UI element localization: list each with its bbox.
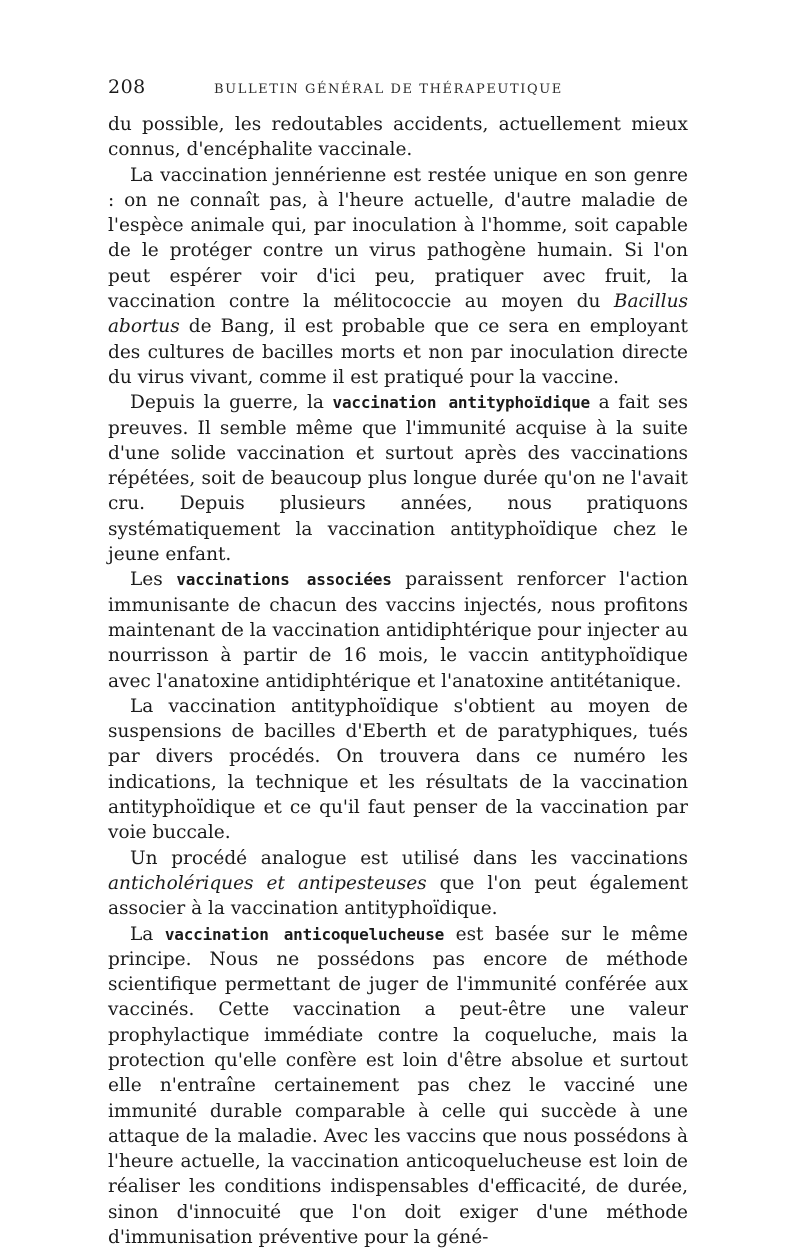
running-title: BULLETIN GÉNÉRAL DE THÉRAPEUTIQUE: [214, 82, 563, 97]
body-text: [108, 112, 688, 1250]
bold-term: vaccination antityphoïdique: [333, 393, 590, 412]
paragraph-text-after: paraissent renforcer l'action immunisante de chacun des vaccins injectés, nous profitons maintenant de la vaccination antidiphtérique pour injecter au nourrisson à partir de 16 mois, le vaccin antityphoïdique avec l'anatoxine antidiphtérique et l'anatoxine antitétanique.: [108, 569, 688, 691]
paragraph-2: [108, 163, 688, 391]
paragraph-text-before: Depuis la guerre, la: [130, 392, 333, 413]
paragraph-text-before: La vaccination jennérienne est restée unique en son genre : on ne connaît pas, à l'heure actuelle, d'autre maladie de l'espèce animale qui, par inoculation à l'homme, soit capable de le protéger contre un virus pathogène humain. Si l'on peut espérer voir d'ici peu, pratiquer avec fruit, la vaccination contre la mélitococcie au moyen du: [108, 165, 688, 312]
paragraph-5: [108, 694, 688, 846]
paragraph-text: La vaccination antityphoïdique s'obtient au moyen de suspensions de bacilles d'Eberth et de paratyphiques, tués par divers procédés. On trouvera dans ce numéro les indications, la technique et les résultats de la vaccination antityphoïdique et ce qu'il faut penser de la vaccination par voie buccale.: [108, 696, 688, 843]
paragraph-text-before: La: [130, 924, 165, 945]
paragraph-6: [108, 846, 688, 922]
paragraph-1: [108, 112, 688, 163]
italic-term: Bacillus abortus: [108, 291, 688, 337]
page-number: 208: [108, 76, 214, 98]
document-page: [108, 76, 688, 1250]
paragraph-text-after: a fait ses preuves. Il semble même que l'immunité acquise à la suite d'une solide vaccination et surtout après des vaccinations répétées, soit de beaucoup plus longue durée qu'on ne l'avait cru. Depuis plusieurs années, nous pratiquons systématiquement la vaccination antityphoïdique chez le jeune enfant.: [108, 392, 688, 565]
paragraph-7: [108, 922, 688, 1250]
paragraph-3: [108, 390, 688, 567]
bold-term: vaccination anticoquelucheuse: [165, 925, 444, 944]
paragraph-text-before: Un procédé analogue est utilisé dans les vaccinations: [130, 848, 688, 869]
paragraph-text: du possible, les redoutables accidents, actuellement mieux connus, d'encéphalite vaccinale.: [108, 114, 688, 160]
italic-term: anticholériques et antipesteuses: [108, 873, 427, 894]
paragraph-4: [108, 567, 688, 693]
page-header: [108, 76, 688, 104]
paragraph-text-before: Les: [130, 569, 176, 590]
paragraph-text-after: que l'on peut également associer à la vaccination antityphoïdique.: [108, 873, 688, 919]
paragraph-text-after: est basée sur le même principe. Nous ne possédons pas encore de méthode scientifique permettant de juger de l'immunité conférée aux vaccinés. Cette vaccination a peut-être une valeur prophylactique immédiate contre la coqueluche, mais la protection qu'elle confère est loin d'être absolue et surtout elle n'entraîne certainement pas chez le vacciné une immunité durable comparable à celle qui succède à une attaque de la maladie. Avec les vaccins que nous possédons à l'heure actuelle, la vaccination anticoquelucheuse est loin de réaliser les conditions indispensables d'efficacité, de durée, sinon d'innocuité que l'on doit exiger d'une méthode d'immunisation préventive pour la géné-: [108, 924, 688, 1249]
bold-term: vaccinations associées: [176, 570, 391, 589]
paragraph-text-after: de Bang, il est probable que ce sera en employant des cultures de bacilles morts et non par inoculation directe du virus vivant, comme il est pratiqué pour la vaccine.: [108, 316, 688, 388]
